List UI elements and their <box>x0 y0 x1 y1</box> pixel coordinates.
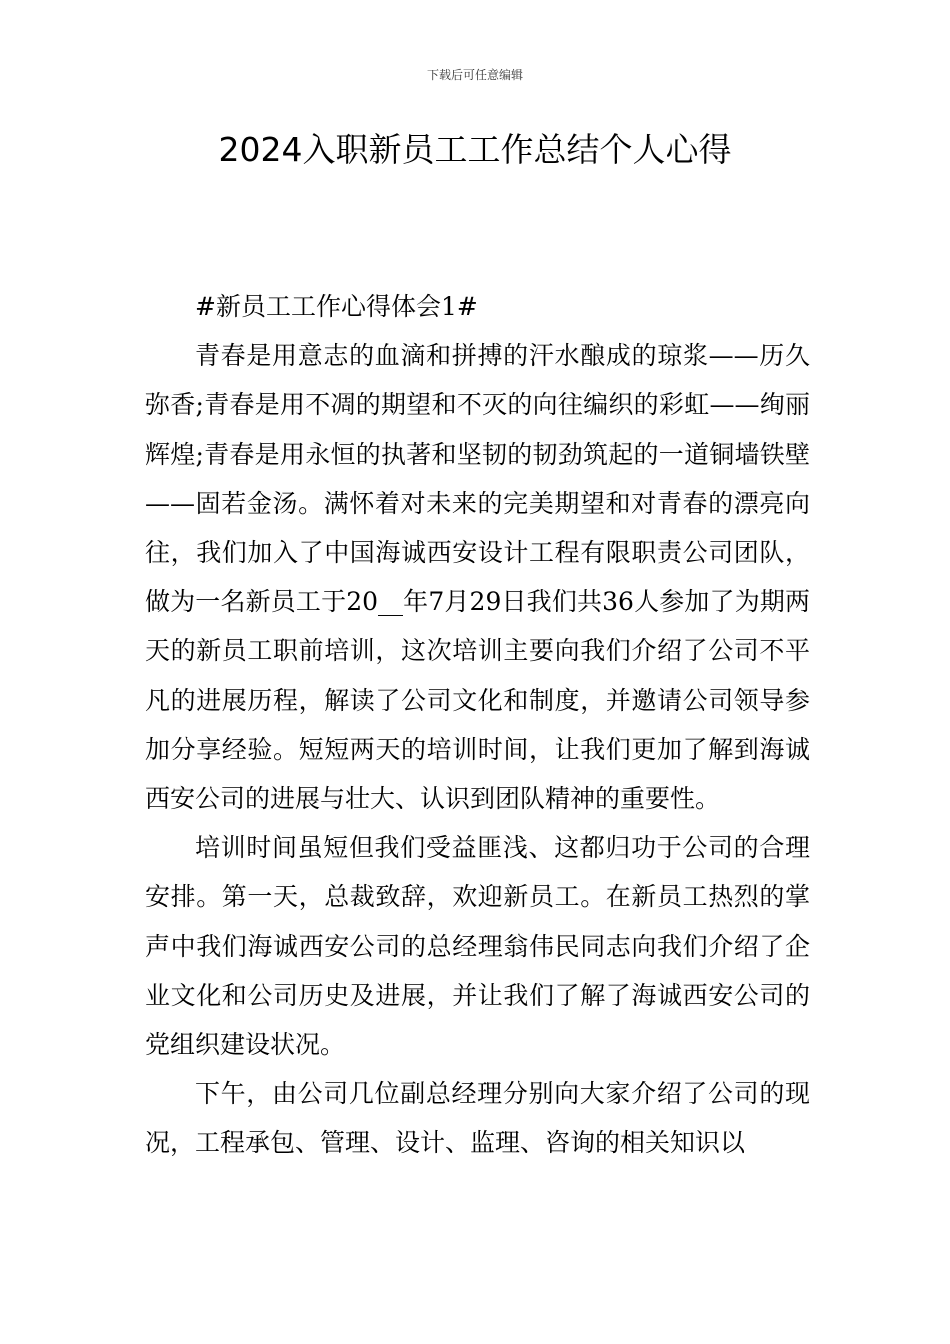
document-body <box>145 282 810 1168</box>
header-note: 下载后可任意编辑 <box>426 68 523 82</box>
paragraph: 下午，由公司几位副总经理分别向大家介绍了公司的现况，工程承包、管理、设计、监理、咨询的相关知识以 <box>145 1079 810 1158</box>
paragraph: 培训时间虽短但我们受益匪浅、这都归功于公司的合理安排。第一天，总裁致辞，欢迎新员工。在新员工热烈的掌声中我们海诚西安公司的总经理翁伟民同志向我们介绍了企业文化和公司历史及进展，并让我们了解了海诚西安公司的党组织建设状况。 <box>145 833 810 1060</box>
document-title: 2024入职新员工工作总结个人心得 <box>218 130 732 169</box>
paragraph: 青春是用意志的血滴和拼搏的汗水酿成的琼浆——历久弥香;青春是用不凋的期望和不灭的向往编织的彩虹——绚丽辉煌;青春是用永恒的执著和坚韧的韧劲筑起的一道铜墙铁壁——固若金汤。满怀着对未来的完美期望和对青春的漂亮向往，我们加入了中国海诚西安设计工程有限职责公司团队，做为一名新员工于20__年7月29日我们共36人参加了为期两天的新员工职前培训，这次培训主要向我们介绍了公司不平凡的进展历程，解读了公司文化和制度，并邀请公司领导参加分享经验。短短两天的培训时间，让我们更加了解到海诚西安公司的进展与壮大、认识到团队精神的重要性。 <box>145 341 810 814</box>
section-heading: #新员工工作心得体会1# <box>195 292 478 321</box>
